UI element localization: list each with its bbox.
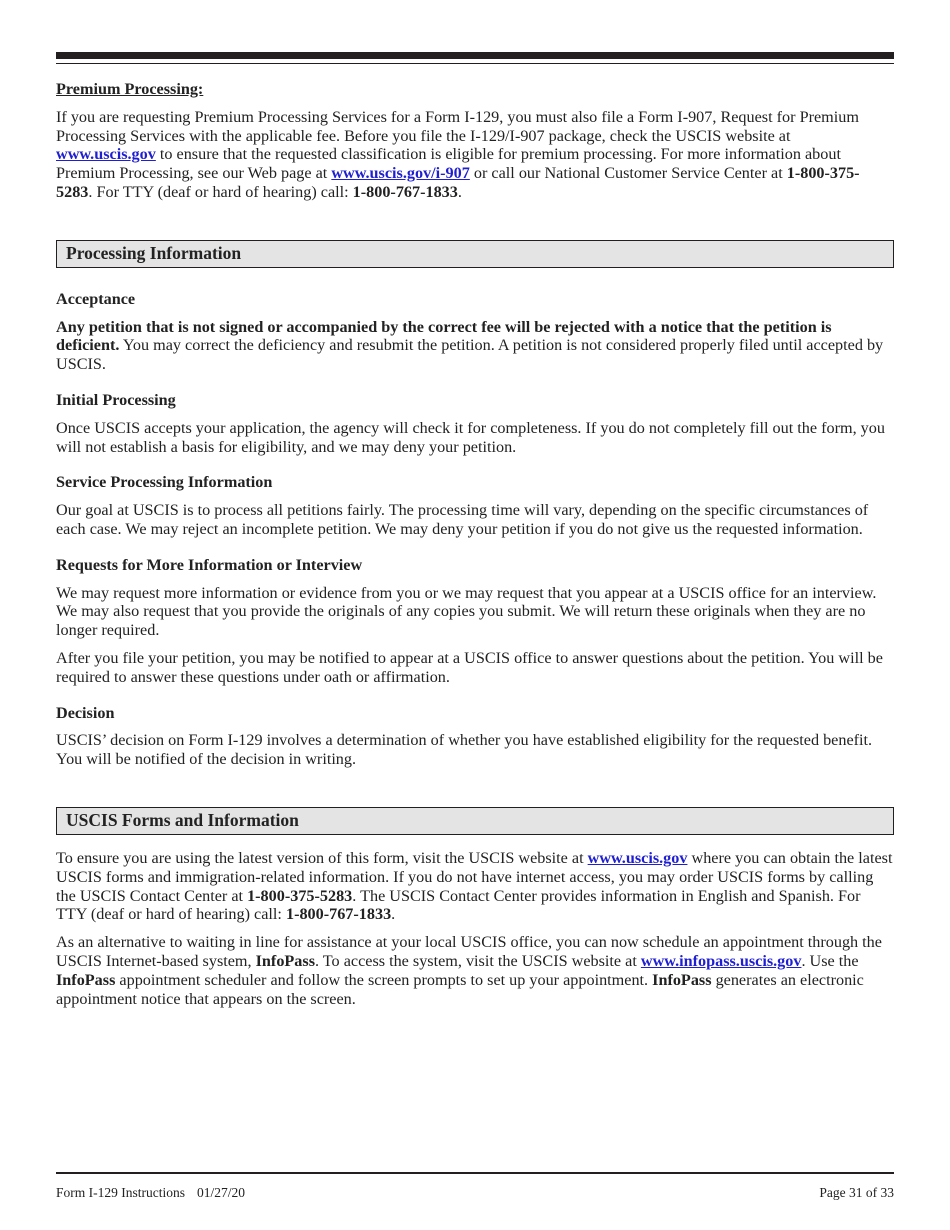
forms-p2-text-1: As an alternative to waiting in line for assistance at your local USCIS office, you can now schedule an appointment through the USCIS Internet-based system, <box>56 933 882 970</box>
tty-phone: 1-800-767-1833 <box>352 182 458 201</box>
premium-text-2: to ensure that the requested classification is eligible for premium processing. For more information about Premium Processing, see our Web page at <box>56 145 841 183</box>
infopass-link[interactable]: www.infopass.uscis.gov <box>640 951 802 970</box>
footer-form-date: 01/27/20 <box>197 1185 246 1200</box>
uscis-forms-header: USCIS Forms and Information <box>56 807 894 835</box>
infopass-bold-1: InfoPass <box>255 951 315 970</box>
premium-text-1: If you are requesting Premium Processing Services for a Form I-129, you must also file a Form I-907, Request for Premium Processing Services with the applicable fee. Before you file the I-129/I-907 package, check the USCIS website at <box>56 107 859 145</box>
service-processing-paragraph: Our goal at USCIS is to process all petitions fairly. The processing time will vary, depending on the specific circumstances of each case. We may reject an incomplete petition. We may deny your petition if you do not give us the requested information. <box>56 501 869 538</box>
forms-p1-text-2: where you can obtain the latest USCIS forms and immigration-related information. If you do not have internet access, you may order USCIS forms by calling the USCIS Contact Center at <box>56 848 893 905</box>
requests-heading: Requests for More Information or Interview <box>56 555 363 574</box>
uscis-link-2[interactable]: www.uscis.gov <box>587 848 688 867</box>
acceptance-paragraph <box>56 318 894 374</box>
decision-heading: Decision <box>56 703 115 722</box>
uscis-link[interactable]: www.uscis.gov <box>56 145 156 164</box>
forms-paragraph-1 <box>56 849 894 924</box>
contact-center-phone: 1-800-375-5283 <box>247 886 353 905</box>
top-rule-thick <box>56 52 894 59</box>
acceptance-heading: Acceptance <box>56 289 136 308</box>
requests-paragraph-2: After you file your petition, you may be notified to appear at a USCIS office to answer questions about the petition. You will be required to answer these questions under oath or affirmation. <box>56 648 883 686</box>
footer-page-number: Page 31 of 33 <box>819 1185 894 1200</box>
premium-processing-heading: Premium Processing: <box>56 80 204 98</box>
premium-text-5: . <box>457 182 462 201</box>
tty-phone-2: 1-800-767-1833 <box>285 905 392 924</box>
acceptance-text: You may correct the deficiency and resubmit the petition. A petition is not considered properly filed until accepted by USCIS. <box>56 336 884 374</box>
i-907-link[interactable]: www.uscis.gov/i-907 <box>331 164 470 183</box>
footer-form-info <box>56 1185 245 1201</box>
infopass-bold-2: InfoPass <box>56 970 116 989</box>
forms-p2-text-2: . To access the system, visit the USCIS website at <box>315 951 641 970</box>
forms-p2-text-5: generates an electronic appointment notice that appears on the screen. <box>56 970 864 1008</box>
footer-rule <box>56 1172 894 1174</box>
premium-text-4: . For TTY (deaf or hard of hearing) call: <box>88 182 353 201</box>
initial-processing-paragraph: Once USCIS accepts your application, the agency will check it for completeness. If you do not completely fill out the form, you will not establish a basis for eligibility, and we may deny your petition. <box>56 418 885 456</box>
page-footer <box>56 1185 894 1201</box>
top-rule-thin <box>56 63 894 64</box>
forms-p2-text-3: . Use the <box>801 951 859 970</box>
service-processing-heading: Service Processing Information <box>56 473 273 492</box>
page-content <box>56 80 894 1025</box>
requests-paragraph-1: We may request more information or evidence from you or we may request that you appear at a USCIS office for an interview. We may also request that you provide the originals of any copies you submit. We will return these originals when they are no longer required. <box>56 583 877 640</box>
footer-form-name: Form I-129 Instructions <box>56 1185 185 1200</box>
forms-p1-text-3: . The USCIS Contact Center provides information in English and Spanish. For TTY (deaf or hard of hearing) call: <box>56 886 861 924</box>
infopass-bold-3: InfoPass <box>652 970 712 989</box>
premium-processing-paragraph <box>56 108 894 202</box>
decision-paragraph: USCIS’ decision on Form I-129 involves a determination of whether you have established eligibility for the requested benefit. You will be notified of the decision in writing. <box>56 731 873 769</box>
forms-paragraph-2 <box>56 933 894 1008</box>
forms-p1-text-1: To ensure you are using the latest version of this form, visit the USCIS website at <box>56 848 588 867</box>
forms-p1-text-4: . <box>391 905 396 924</box>
customer-service-phone: 1-800-375-5283 <box>56 164 860 201</box>
premium-text-3: or call our National Customer Service Center at <box>469 164 787 183</box>
acceptance-bold-text: Any petition that is not signed or accompanied by the correct fee will be rejected with a notice that the petition is deficient. <box>56 317 832 355</box>
forms-p2-text-4: appointment scheduler and follow the screen prompts to set up your appointment. <box>115 970 653 989</box>
initial-processing-heading: Initial Processing <box>56 390 176 409</box>
processing-information-header: Processing Information <box>56 240 894 268</box>
